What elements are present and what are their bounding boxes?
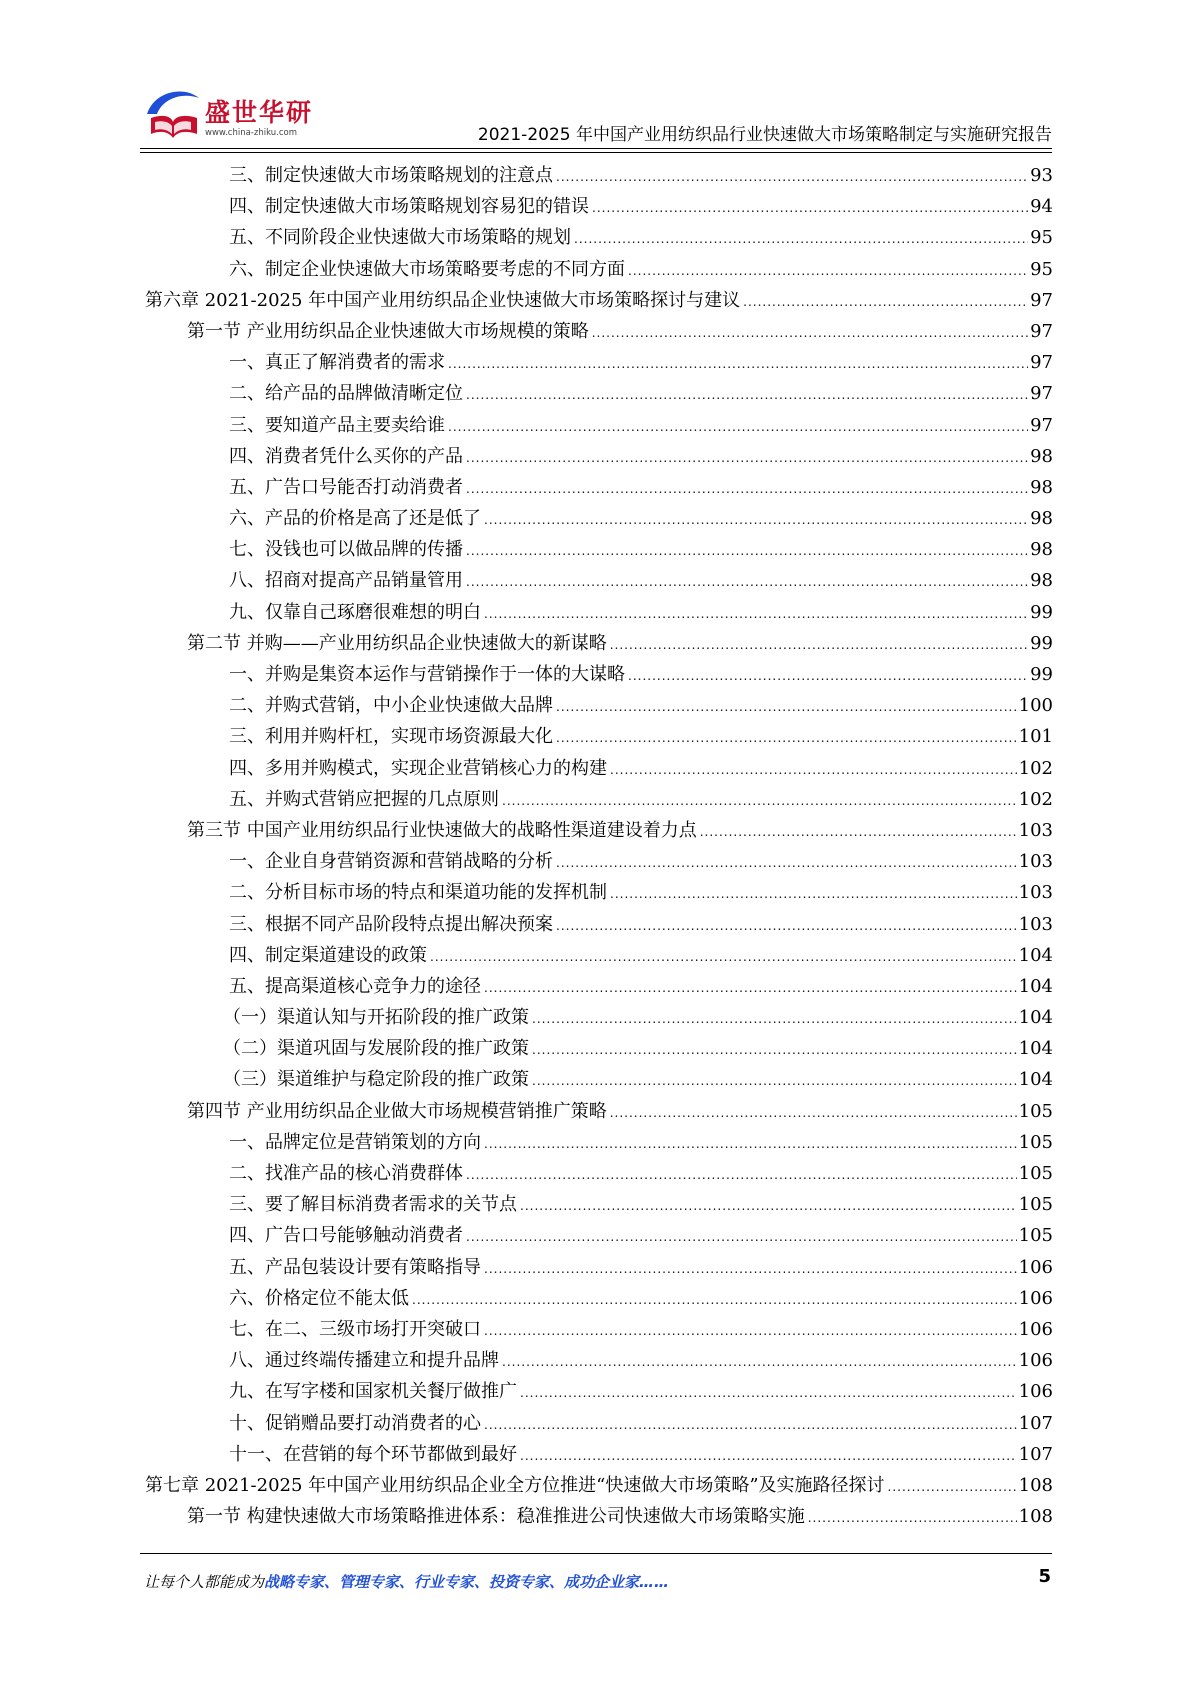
toc-dot-leader — [743, 287, 1028, 318]
toc-entry-label: 五、提高渠道核心竞争力的途径 — [229, 975, 481, 997]
toc-entry-page: 97 — [1030, 352, 1053, 374]
toc-entry-label: 二、给产品的品牌做清晰定位 — [229, 383, 463, 405]
report-title: 2021-2025 年中国产业用纺织品行业快速做大市场策略制定与实施研究报告 — [477, 125, 1052, 145]
toc-dot-leader — [556, 162, 1028, 193]
toc-entry-page: 95 — [1030, 227, 1053, 249]
toc-dot-leader — [502, 786, 1017, 817]
toc-entry-page: 100 — [1018, 695, 1053, 717]
toc-dot-leader — [610, 630, 1028, 661]
toc-entry-label: （三）渠道维护与稳定阶段的推广政策 — [223, 1069, 529, 1091]
toc-dot-leader — [466, 380, 1028, 411]
toc-entry-label: 一、并购是集资本运作与营销操作于一体的大谋略 — [229, 664, 625, 685]
toc-entry[interactable] — [145, 628, 1053, 659]
footer-slogan-lead: 让每个人都能成为 — [144, 1573, 265, 1591]
toc-dot-leader — [484, 973, 1017, 1004]
toc-entry-label: 九、在写字楼和国家机关餐厅做推广 — [229, 1381, 517, 1403]
toc-entry[interactable] — [145, 690, 1053, 721]
toc-dot-leader — [484, 1316, 1017, 1347]
toc-dot-leader — [466, 536, 1028, 567]
toc-entry[interactable] — [145, 721, 1053, 752]
toc-dot-leader — [466, 1222, 1017, 1253]
toc-entry-label: 一、企业自身营销资源和营销战略的分析 — [229, 851, 553, 873]
toc-entry-label: 三、要了解目标消费者需求的关节点 — [229, 1194, 517, 1216]
toc-entry[interactable] — [145, 1033, 1053, 1064]
toc-entry-page: 106 — [1018, 1318, 1053, 1340]
toc-dot-leader — [556, 848, 1017, 879]
header-divider — [140, 148, 1052, 149]
toc-dot-leader — [700, 817, 1017, 848]
toc-dot-leader — [610, 879, 1017, 910]
toc-entry[interactable] — [145, 160, 1053, 191]
toc-entry-page: 94 — [1030, 196, 1053, 218]
brand-url: www.china-zhiku.com — [205, 128, 297, 138]
toc-entry[interactable] — [145, 1470, 1053, 1501]
toc-entry[interactable] — [145, 534, 1053, 565]
toc-entry[interactable] — [145, 940, 1053, 971]
toc-dot-leader — [628, 661, 1028, 692]
toc-entry-page: 106 — [1018, 1256, 1053, 1278]
toc-dot-leader — [448, 349, 1028, 380]
toc-entry-label: 第三节 中国产业用纺织品行业快速做大的战略性渠道建设着力点 — [187, 819, 697, 841]
toc-entry-page: 104 — [1018, 1007, 1053, 1029]
toc-dot-leader — [466, 474, 1028, 505]
toc-entry[interactable] — [145, 1376, 1053, 1407]
toc-entry-label: 十一、在营销的每个环节都做到最好 — [229, 1443, 517, 1465]
toc-entry-label: 二、并购式营销，中小企业快速做大品牌 — [229, 695, 553, 717]
toc-entry[interactable] — [145, 1064, 1053, 1095]
toc-entry-page: 104 — [1018, 1069, 1053, 1091]
toc-entry-page: 104 — [1018, 975, 1053, 997]
toc-dot-leader — [466, 1160, 1017, 1191]
toc-entry-page: 103 — [1018, 819, 1053, 841]
toc-entry-label: 六、产品的价格是高了还是低了 — [229, 508, 481, 530]
toc-entry[interactable] — [145, 784, 1053, 815]
toc-dot-leader — [610, 1098, 1017, 1129]
toc-entry[interactable] — [145, 1501, 1053, 1532]
toc-dot-leader — [628, 256, 1028, 287]
toc-entry-label: 二、分析目标市场的特点和渠道功能的发挥机制 — [229, 882, 607, 904]
toc-entry-page: 105 — [1018, 1131, 1053, 1153]
toc-entry-page: 99 — [1030, 601, 1053, 623]
toc-entry-page: 102 — [1018, 757, 1053, 779]
toc-dot-leader — [532, 1035, 1017, 1066]
toc-dot-leader — [484, 1129, 1017, 1160]
toc-entry-label: 七、没钱也可以做品牌的传播 — [229, 539, 463, 561]
toc-entry[interactable] — [145, 1345, 1053, 1376]
toc-dot-leader — [520, 1441, 1017, 1472]
toc-entry[interactable] — [145, 378, 1053, 409]
toc-entry-label: （二）渠道巩固与发展阶段的推广政策 — [223, 1038, 529, 1060]
toc-entry-label: 第二节 并购——产业用纺织品企业快速做大的新谋略 — [187, 632, 607, 654]
toc-entry[interactable] — [145, 316, 1053, 347]
toc-entry-page: 97 — [1030, 414, 1053, 436]
toc-dot-leader — [502, 1347, 1017, 1378]
toc-entry-page: 103 — [1018, 882, 1053, 904]
toc-entry[interactable] — [145, 971, 1053, 1002]
toc-entry-page: 99 — [1030, 664, 1053, 685]
toc-entry[interactable] — [145, 503, 1053, 534]
toc-entry-page: 99 — [1030, 632, 1053, 654]
toc-dot-leader — [556, 692, 1017, 723]
toc-entry-page: 101 — [1018, 726, 1053, 748]
toc-entry-page: 97 — [1030, 289, 1053, 311]
toc-entry[interactable] — [145, 222, 1053, 253]
page-number: 5 — [1038, 1566, 1051, 1587]
toc-entry[interactable] — [145, 1189, 1053, 1220]
toc-entry[interactable] — [145, 1002, 1053, 1033]
toc-entry[interactable] — [145, 347, 1053, 378]
toc-entry[interactable] — [145, 472, 1053, 503]
toc-entry-page: 108 — [1018, 1506, 1053, 1528]
brand-name: 盛世华研 — [205, 98, 314, 127]
toc-entry-label: 五、产品包装设计要有策略指导 — [229, 1256, 481, 1278]
toc-dot-leader — [484, 599, 1028, 630]
toc-dot-leader — [484, 1254, 1017, 1285]
toc-entry-page: 97 — [1030, 383, 1053, 405]
toc-dot-leader — [808, 1503, 1017, 1534]
toc-entry-label: 三、要知道产品主要卖给谁 — [229, 414, 445, 436]
toc-entry-label: 四、消费者凭什么买你的产品 — [229, 445, 463, 467]
toc-entry-label: 六、价格定位不能太低 — [229, 1287, 409, 1309]
toc-entry[interactable] — [145, 815, 1053, 846]
toc-entry[interactable] — [145, 191, 1053, 222]
footer-slogan-highlight: 战略专家、管理专家、行业专家、投资专家、成功企业家…… — [264, 1573, 670, 1591]
toc-entry-label: 四、多用并购模式，实现企业营销核心力的构建 — [229, 757, 607, 779]
toc-dot-leader — [574, 224, 1028, 255]
footer-slogan — [144, 1571, 669, 1592]
toc-dot-leader — [520, 1378, 1017, 1409]
toc-entry-label: 七、在二、三级市场打开突破口 — [229, 1318, 481, 1340]
toc-entry-label: 第一节 产业用纺织品企业快速做大市场规模的策略 — [187, 320, 589, 342]
toc-entry[interactable] — [145, 441, 1053, 472]
toc-entry-page: 98 — [1030, 539, 1053, 561]
toc-entry[interactable] — [145, 909, 1053, 940]
page-header — [0, 0, 1191, 160]
toc-entry[interactable] — [145, 1252, 1053, 1283]
toc-entry-label: 一、品牌定位是营销策划的方向 — [229, 1131, 481, 1153]
toc-entry-label: 第六章 2021-2025 年中国产业用纺织品企业快速做大市场策略探讨与建议 — [145, 289, 741, 311]
toc-dot-leader — [556, 723, 1017, 754]
toc-entry-page: 102 — [1018, 788, 1053, 810]
toc-entry[interactable] — [145, 1408, 1053, 1439]
toc-dot-leader — [592, 318, 1028, 349]
toc-dot-leader — [484, 1410, 1017, 1441]
toc-entry[interactable] — [145, 1439, 1053, 1470]
toc-entry-label: 八、通过终端传播建立和提升品牌 — [229, 1350, 499, 1372]
toc-entry-page: 104 — [1018, 1038, 1053, 1060]
toc-entry-page: 97 — [1030, 320, 1053, 342]
toc-dot-leader — [430, 942, 1017, 973]
toc-entry[interactable] — [145, 565, 1053, 596]
logo-book-icon — [141, 84, 205, 148]
toc-entry-page: 106 — [1018, 1381, 1053, 1403]
toc-entry[interactable] — [145, 846, 1053, 877]
toc-entry-page: 104 — [1018, 944, 1053, 966]
toc-entry-page: 93 — [1030, 165, 1053, 186]
toc-entry-page: 107 — [1018, 1443, 1053, 1465]
toc-entry-label: 四、制定渠道建设的政策 — [229, 944, 427, 966]
toc-entry[interactable] — [145, 410, 1053, 441]
toc-entry[interactable] — [145, 753, 1053, 784]
toc-entry[interactable] — [145, 1283, 1053, 1314]
toc-entry-page: 98 — [1030, 570, 1053, 592]
toc-entry[interactable] — [145, 597, 1053, 628]
toc-dot-leader — [412, 1285, 1017, 1316]
toc-entry-label: 第四节 产业用纺织品企业做大市场规模营销推广策略 — [187, 1100, 607, 1122]
toc-entry-label: 四、广告口号能够触动消费者 — [229, 1225, 463, 1247]
toc-entry-page: 103 — [1018, 851, 1053, 873]
toc-entry-page: 108 — [1018, 1474, 1053, 1496]
toc-entry[interactable] — [145, 1127, 1053, 1158]
toc-entry-label: 第一节 构建快速做大市场策略推进体系：稳准推进公司快速做大市场策略实施 — [187, 1506, 805, 1528]
toc-entry-page: 106 — [1018, 1287, 1053, 1309]
toc-dot-leader — [520, 1191, 1017, 1222]
toc-entry-label: 五、并购式营销应把握的几点原则 — [229, 788, 499, 810]
toc-entry-label: 九、仅靠自己琢磨很难想的明白 — [229, 601, 481, 623]
toc-dot-leader — [484, 505, 1028, 536]
toc-entry-page: 98 — [1030, 445, 1053, 467]
company-logo — [141, 84, 321, 148]
toc-dot-leader — [610, 755, 1017, 786]
toc-dot-leader — [532, 1066, 1017, 1097]
toc-entry-page: 106 — [1018, 1350, 1053, 1372]
toc-entry-page: 105 — [1018, 1100, 1053, 1122]
table-of-contents — [145, 160, 1053, 1532]
toc-entry-page: 105 — [1018, 1225, 1053, 1247]
toc-entry[interactable] — [145, 659, 1053, 690]
toc-entry-page: 103 — [1018, 913, 1053, 935]
toc-entry-page: 95 — [1030, 258, 1053, 280]
toc-dot-leader — [466, 443, 1028, 474]
toc-entry-label: 第七章 2021-2025 年中国产业用纺织品企业全方位推进“快速做大市场策略”及实施路径探讨 — [145, 1474, 885, 1496]
toc-dot-leader — [448, 412, 1028, 443]
footer-divider — [140, 1553, 1052, 1554]
toc-entry[interactable] — [145, 254, 1053, 285]
toc-entry-page: 98 — [1030, 508, 1053, 530]
toc-entry-label: 三、根据不同产品阶段特点提出解决预案 — [229, 913, 553, 935]
toc-entry[interactable] — [145, 285, 1053, 316]
toc-entry-label: 十、促销赠品要打动消费者的心 — [229, 1412, 481, 1434]
toc-entry-label: 四、制定快速做大市场策略规划容易犯的错误 — [229, 196, 589, 218]
toc-entry[interactable] — [145, 877, 1053, 908]
toc-entry-label: （一）渠道认知与开拓阶段的推广政策 — [223, 1007, 529, 1029]
toc-entry-label: 五、不同阶段企业快速做大市场策略的规划 — [229, 227, 571, 249]
header-divider-thin — [140, 152, 1052, 153]
toc-entry-label: 三、制定快速做大市场策略规划的注意点 — [229, 165, 553, 186]
toc-dot-leader — [592, 193, 1028, 224]
toc-entry-page: 107 — [1018, 1412, 1053, 1434]
toc-entry-label: 六、制定企业快速做大市场策略要考虑的不同方面 — [229, 258, 625, 280]
toc-entry[interactable] — [145, 1096, 1053, 1127]
toc-dot-leader — [466, 567, 1028, 598]
toc-entry[interactable] — [145, 1314, 1053, 1345]
toc-dot-leader — [888, 1472, 1017, 1503]
toc-dot-leader — [556, 911, 1017, 942]
toc-entry[interactable] — [145, 1158, 1053, 1189]
toc-entry-page: 98 — [1030, 476, 1053, 498]
toc-entry-page: 105 — [1018, 1163, 1053, 1184]
toc-entry[interactable] — [145, 1220, 1053, 1251]
toc-dot-leader — [532, 1004, 1017, 1035]
toc-entry-label: 三、利用并购杆杠，实现市场资源最大化 — [229, 726, 553, 748]
toc-entry-page: 105 — [1018, 1194, 1053, 1216]
toc-entry-label: 五、广告口号能否打动消费者 — [229, 476, 463, 498]
toc-entry-label: 二、找准产品的核心消费群体 — [229, 1163, 463, 1184]
toc-entry-label: 一、真正了解消费者的需求 — [229, 352, 445, 374]
toc-entry-label: 八、招商对提高产品销量管用 — [229, 570, 463, 592]
